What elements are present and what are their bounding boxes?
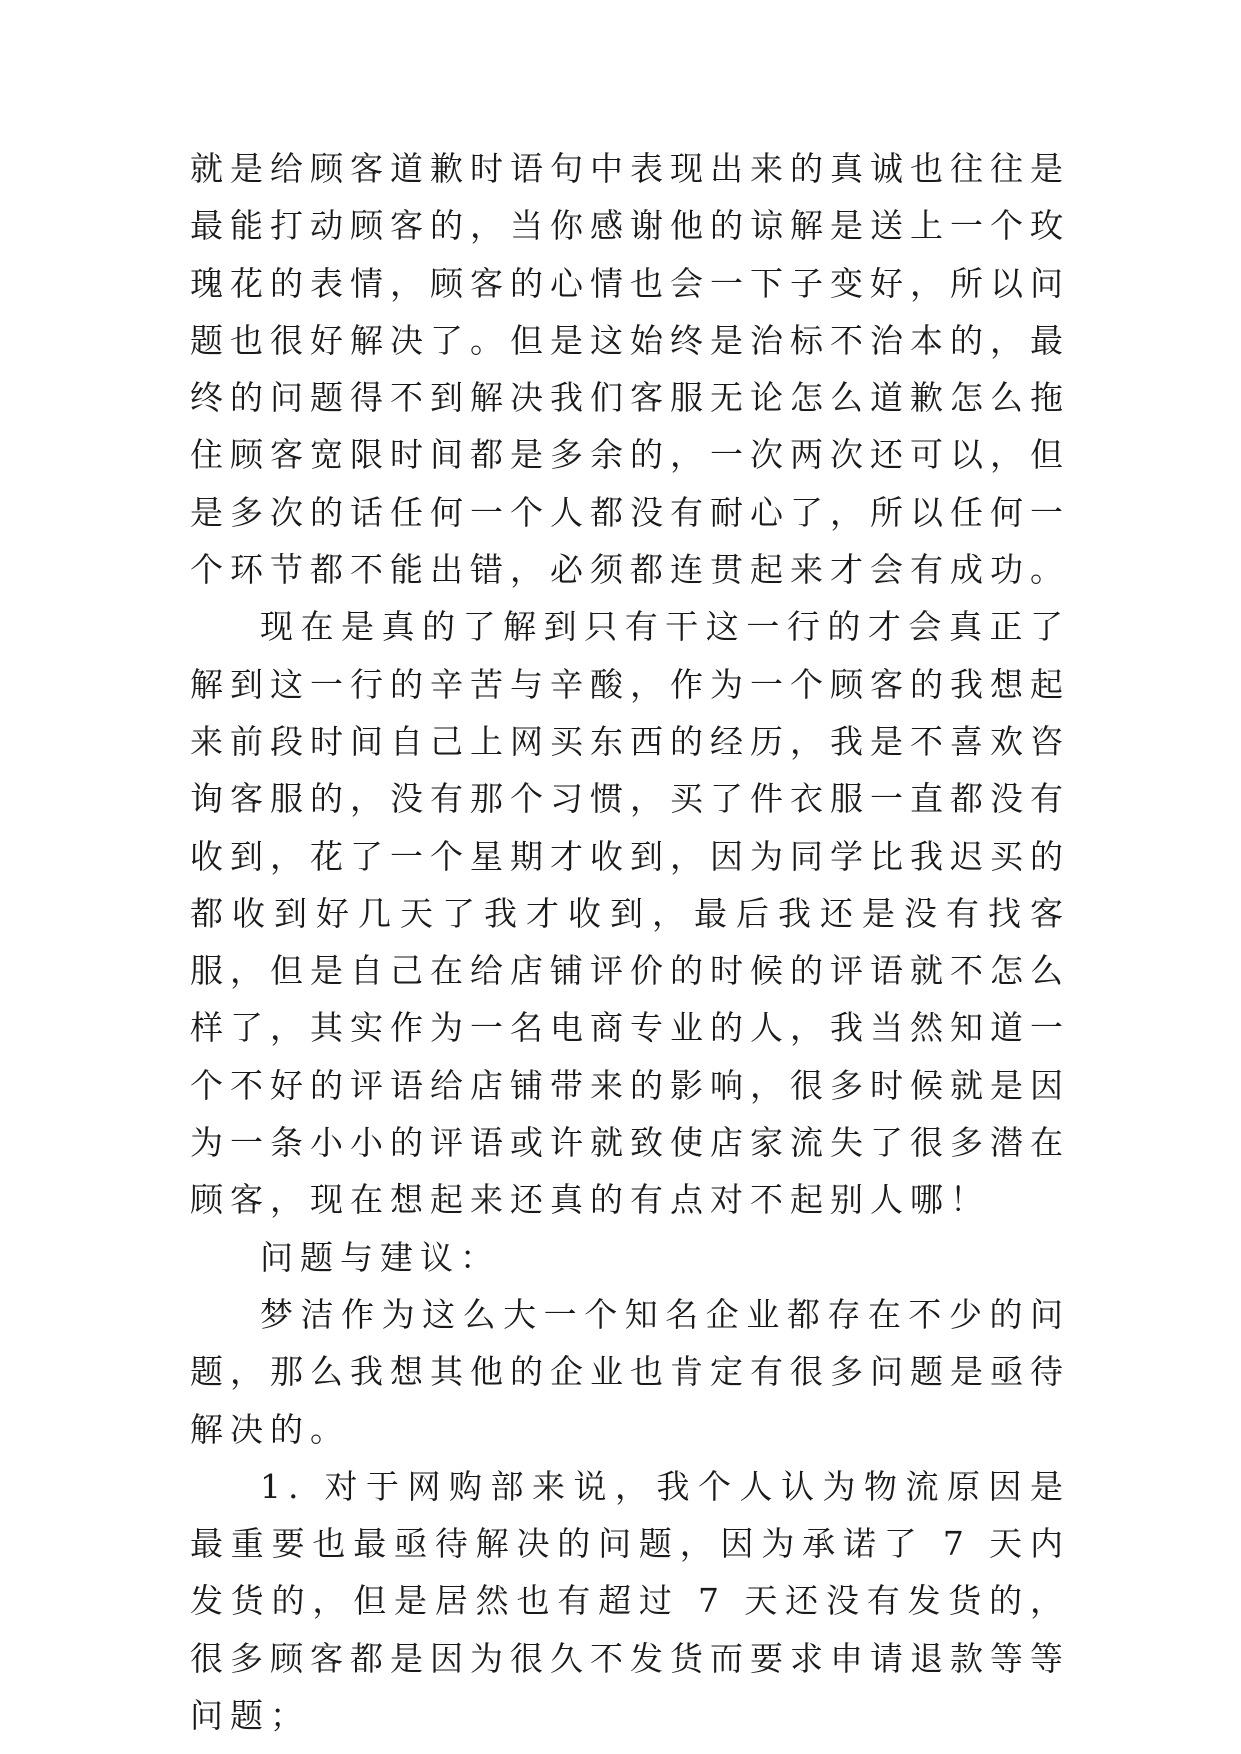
paragraph-4: 梦洁作为这么大一个知名企业都存在不少的问题，那么我想其他的企业也肯定有很多问题是亟待解决的。 [190,1294,1070,1449]
paragraph-1: 就是给顾客道歉时语句中表现出来的真诚也往往是最能打动顾客的，当你感谢他的谅解是送上一个玫瑰花的表情，顾客的心情也会一下子变好，所以问题也很好解决了。但是这始终是治标不治本的，最终的问题得不到解决我们客服无论怎么道歉怎么拖住顾客宽限时间都是多余的，一次两次还可以，但是多次的话任何一个人都没有耐心了，所以任何一个环节都不能出错，必须都连贯起来才会有成功。 [190,149,1070,590]
document-body [190,140,1070,1744]
numbered-item-1: 1. 对于网购部来说，我个人认为物流原因是最重要也最亟待解决的问题，因为承诺了 7 天内发货的，但是居然也有超过 7 天还没有发货的，很多顾客都是因为很久不发货而要求申请退款等等问题； [190,1466,1070,1736]
paragraph-2: 现在是真的了解到只有干这一行的才会真正了解到这一行的辛苦与辛酸，作为一个顾客的我想起来前段时间自己上网买东西的经历，我是不喜欢咨询客服的，没有那个习惯，买了件衣服一直都没有收到，花了一个星期才收到，因为同学比我迟买的都收到好几天了我才收到，最后我还是没有找客服，但是自己在给店铺评价的时候的评语就不怎么样了，其实作为一名电商专业的人，我当然知道一个不好的评语给店铺带来的影响，很多时候就是因为一条小小的评语或许就致使店家流失了很多潜在顾客，现在想起来还真的有点对不起别人哪！ [190,607,1070,1220]
section-heading-problems-suggestions: 问题与建议： [260,1237,500,1277]
